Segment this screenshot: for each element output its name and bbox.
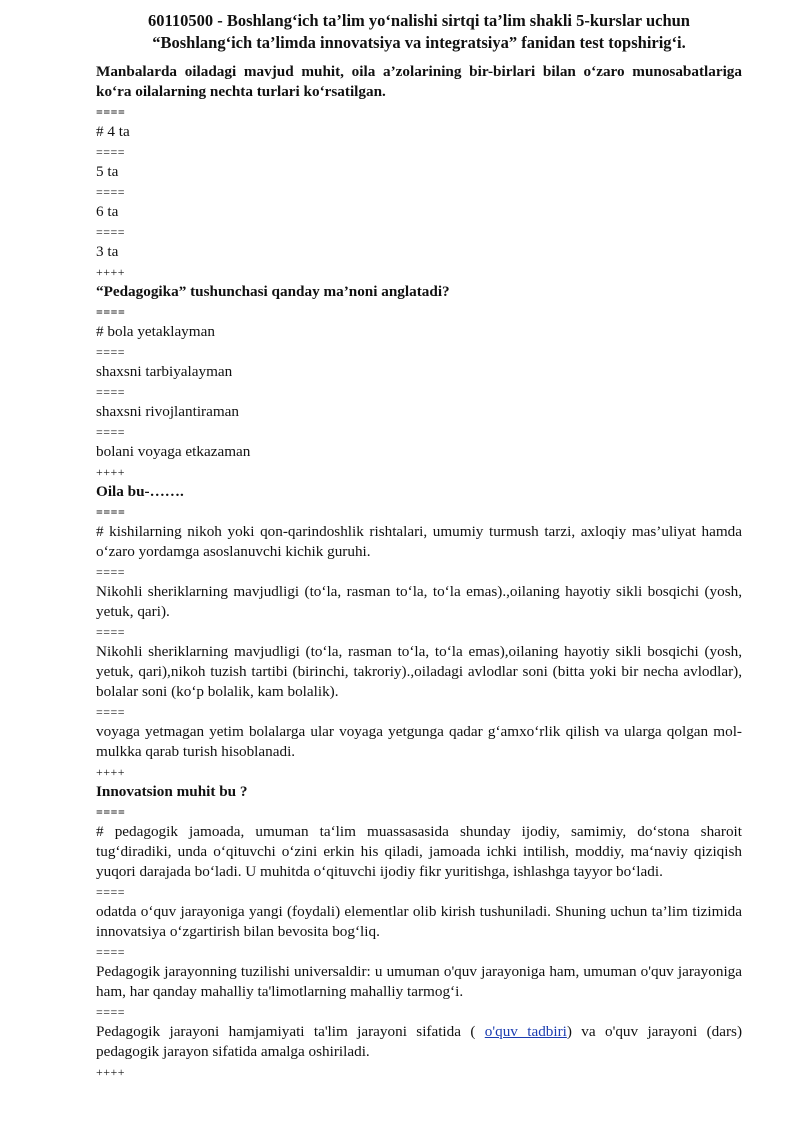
q3-answer-1: # kishilarning nikoh yoki qon-qarindoshlik rishtalari, umumiy turmush tarzi, axloqiy mas’uliyat hamda o‘zaro yordamga asoslanuvchi kichik guruhi. bbox=[96, 523, 742, 560]
question-end-separator: ++++ bbox=[96, 465, 126, 479]
separator: ==== bbox=[96, 1005, 126, 1019]
title-line-1: 60110500 - Boshlang‘ich ta’lim yo‘nalishi sirtqi ta’lim shakli 5-kurslar uchun bbox=[148, 11, 690, 30]
separator: ==== bbox=[96, 305, 126, 319]
q3-answer-4: voyaga yetmagan yetim bolalarga ular voyaga yetgunga qadar g‘amxo‘rlik qilish va ularga qolgan mol-mulkka qarab turish hisoblanadi. bbox=[96, 723, 742, 760]
q1-answer-4: 3 ta bbox=[96, 243, 119, 260]
question-end-separator: ++++ bbox=[96, 265, 126, 279]
q2-answer-3: shaxsni rivojlantiraman bbox=[96, 403, 239, 420]
document-page bbox=[96, 10, 742, 1082]
separator: ==== bbox=[96, 185, 126, 199]
oquv-tadbiri-link[interactable]: o'quv tadbiri bbox=[484, 1023, 567, 1040]
question-2: “Pedagogika” tushunchasi qanday ma’noni anglatadi? bbox=[96, 283, 450, 300]
separator: ==== bbox=[96, 625, 126, 639]
q4-answer-4-text-before: Pedagogik jarayoni hamjamiyati ta'lim jarayoni sifatida ( bbox=[96, 1023, 476, 1040]
separator: ==== bbox=[96, 385, 126, 399]
q4-answer-1: # pedagogik jamoada, umuman ta‘lim muassasasida shunday ijodiy, samimiy, do‘stona sharoit tug‘diradiki, unda o‘qituvchi o‘zini erkin his qiladi, jamoada ichki intilish, moddiy, ma‘naviy qiziqish yuqori darajada bo‘ladi. U muhitda o‘qituvchi ijodiy fikr yuritishga, ishlashga tayyor bo‘ladi. bbox=[96, 823, 742, 880]
q3-answer-3: Nikohli sheriklarning mavjudligi (to‘la, rasman to‘la, to‘la emas),oilaning hayotiy sikli bosqichi (yosh, yetuk, qari),nikoh tuzish tartibi (birinchi, takroriy).,oiladagi avlodlar soni (bitta yoki bir necha avlodlar), bolalar soni (ko‘p bolalik, kam bolalik). bbox=[96, 643, 742, 700]
separator: ==== bbox=[96, 885, 126, 899]
q4-answer-3: Pedagogik jarayonning tuzilishi universaldir: u umuman o'quv jarayoniga ham, umuman o'quv jarayoniga ham, har qanday mahalliy ta'limotlarning mahalliy tarmog‘i. bbox=[96, 963, 742, 1000]
q4-answer-4 bbox=[96, 1022, 742, 1062]
separator: ==== bbox=[96, 105, 126, 119]
q2-answer-2: shaxsni tarbiyalayman bbox=[96, 363, 233, 380]
q1-answer-3: 6 ta bbox=[96, 203, 119, 220]
question-1: Manbalarda oiladagi mavjud muhit, oila a’zolarining bir-birlari bilan o‘zaro munosabatlariga ko‘ra oilalarning nechta turlari ko‘rsatilgan. bbox=[96, 63, 742, 100]
question-end-separator: ++++ bbox=[96, 765, 126, 779]
separator: ==== bbox=[96, 145, 126, 159]
q3-answer-2: Nikohli sheriklarning mavjudligi (to‘la, rasman to‘la, to‘la emas).,oilaning hayotiy sikli bosqichi (yosh, yetuk, qari). bbox=[96, 583, 742, 620]
question-end-separator: ++++ bbox=[96, 1065, 126, 1079]
q4-answer-4-text-after: ) va o'quv jarayoni (dars) pedagogik jarayon sifatida amalga oshiriladi. bbox=[96, 1023, 742, 1060]
q1-answer-2: 5 ta bbox=[96, 163, 119, 180]
question-4: Innovatsion muhit bu ? bbox=[96, 783, 248, 800]
separator: ==== bbox=[96, 705, 126, 719]
separator: ==== bbox=[96, 805, 126, 819]
separator: ==== bbox=[96, 565, 126, 579]
document-title bbox=[66, 10, 772, 54]
title-line-2: “Boshlang‘ich ta’limda innovatsiya va integratsiya” fanidan test topshirig‘i. bbox=[152, 33, 686, 52]
separator: ==== bbox=[96, 945, 126, 959]
q4-answer-2: odatda o‘quv jarayoniga yangi (foydali) elementlar olib kirish tushuniladi. Shuning uchun ta’lim tizimida innovatsiya o‘zgartirish bilan bevosita bog‘liq. bbox=[96, 903, 742, 940]
q2-answer-1: # bola yetaklayman bbox=[96, 323, 215, 340]
separator: ==== bbox=[96, 425, 126, 439]
separator: ==== bbox=[96, 345, 126, 359]
q1-answer-1: # 4 ta bbox=[96, 123, 130, 140]
separator: ==== bbox=[96, 225, 126, 239]
question-3: Oila bu-……. bbox=[96, 483, 184, 500]
q2-answer-4: bolani voyaga etkazaman bbox=[96, 443, 251, 460]
separator: ==== bbox=[96, 505, 126, 519]
